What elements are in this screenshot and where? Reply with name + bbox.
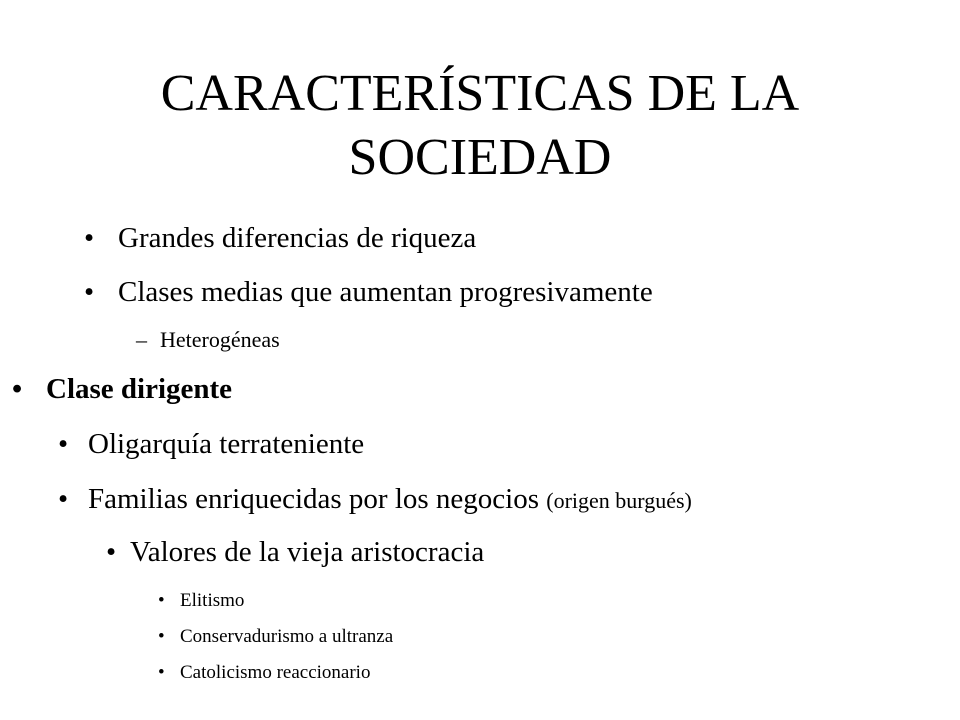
bullet-marker: • [84, 222, 95, 254]
bullet-clases-medias: Clases medias que aumentan progresivamente [118, 276, 653, 308]
subitem-heterogeneas: Heterogéneas [160, 327, 280, 352]
bullet-oligarquia: Oligarquía terrateniente [88, 428, 365, 460]
slide-title [0, 62, 960, 190]
bullet-elitismo: Elitismo [180, 590, 245, 611]
bullet-valores: Valores de la vieja aristocracia [130, 536, 485, 568]
bullet-grandes-diferencias: Grandes diferencias de riqueza [118, 222, 477, 254]
bullet-conservadurismo: Conservadurismo a ultranza [180, 626, 394, 647]
familias-note: (origen burgués) [546, 488, 692, 513]
bullet-marker: • [58, 428, 69, 460]
title-line-2: SOCIEDAD [348, 129, 612, 186]
bullet-marker: • [84, 276, 95, 308]
heading-clase-dirigente: Clase dirigente [46, 373, 233, 405]
bullet-catolicismo: Catolicismo reaccionario [180, 662, 371, 683]
bullet-marker: • [158, 662, 165, 683]
bullet-marker: • [12, 373, 23, 405]
title-line-1: CARACTERÍSTICAS DE LA [160, 65, 800, 122]
dash-marker: – [136, 327, 147, 352]
bullet-marker: • [158, 590, 165, 611]
familias-text: Familias enriquecidas por los negocios [88, 483, 540, 515]
bullet-familias [88, 483, 692, 516]
bullet-marker: • [106, 536, 117, 568]
bullet-marker: • [158, 626, 165, 647]
bullet-marker: • [58, 483, 69, 515]
